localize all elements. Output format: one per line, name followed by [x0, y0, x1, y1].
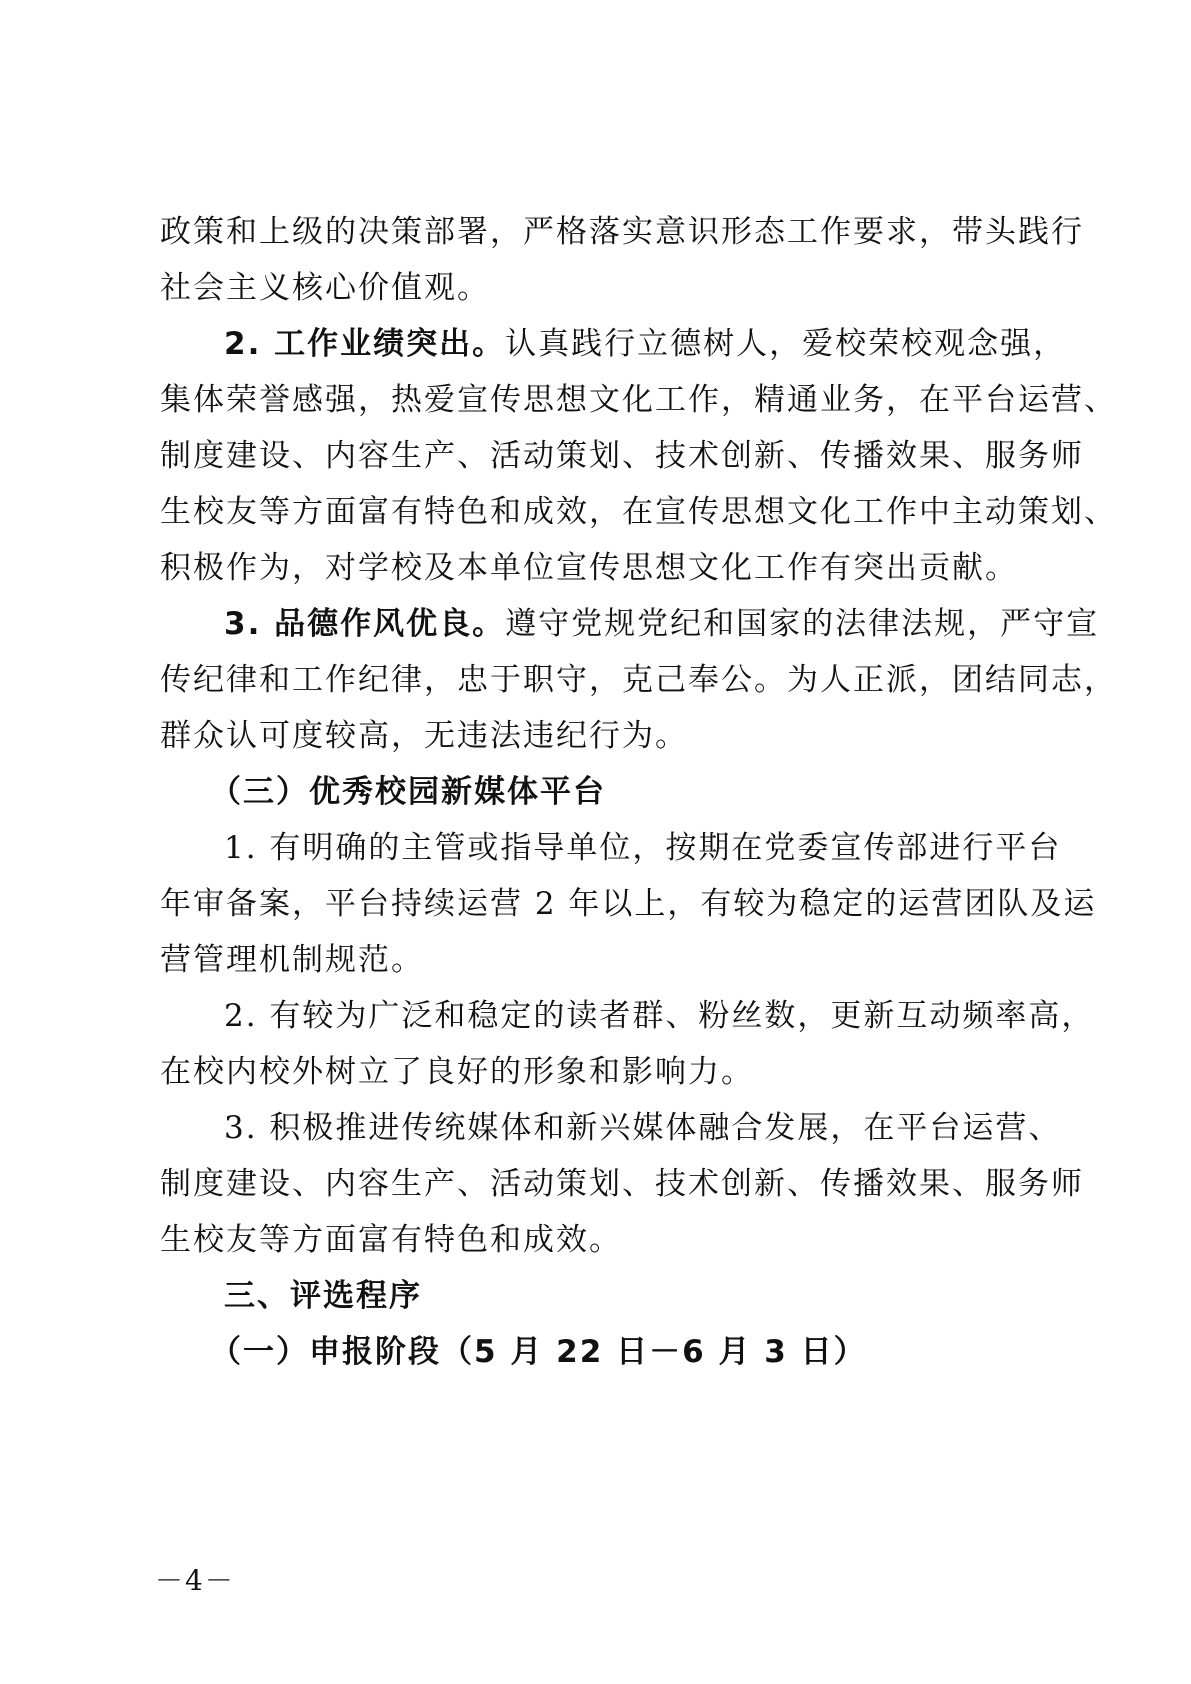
- section-heading-1: （一）申报阶段（5 月 22 日－6 月 3 日）: [210, 1334, 867, 1370]
- section-heading-3: （三）优秀校园新媒体平台: [210, 774, 606, 810]
- paragraph-line: 集体荣誉感强，热爱宣传思想文化工作，精通业务，在平台运营、: [160, 382, 1117, 418]
- criterion-3-lead: 3. 品德作风优良。: [224, 606, 506, 642]
- paragraph-line: 年审备案，平台持续运营 2 年以上，有较为稳定的运营团队及运: [160, 886, 1097, 922]
- paragraph-line: 制度建设、内容生产、活动策划、技术创新、传播效果、服务师: [160, 1166, 1084, 1202]
- paragraph-line: 积极作为，对学校及本单位宣传思想文化工作有突出贡献。: [160, 550, 1018, 586]
- paragraph-line: 传纪律和工作纪律，忠于职守，克己奉公。为人正派，团结同志，: [160, 662, 1117, 698]
- paragraph-line: 在校内校外树立了良好的形象和影响力。: [160, 1054, 754, 1090]
- paragraph-line: 政策和上级的决策部署，严格落实意识形态工作要求，带头践行: [160, 214, 1084, 250]
- paragraph-line: 群众认可度较高，无违法违纪行为。: [160, 718, 688, 754]
- paragraph-line: 生校友等方面富有特色和成效，在宣传思想文化工作中主动策划、: [160, 494, 1117, 530]
- criterion-2-lead: 2. 工作业绩突出。: [224, 326, 506, 362]
- paragraph-line: 社会主义核心价值观。: [160, 270, 490, 306]
- page-number: －4－: [155, 1564, 235, 1597]
- paragraph-line: 1. 有明确的主管或指导单位，按期在党委宣传部进行平台: [224, 830, 1062, 866]
- paragraph-line: 营管理机制规范。: [160, 942, 424, 978]
- paragraph-line: 2. 有较为广泛和稳定的读者群、粉丝数，更新互动频率高，: [224, 998, 1095, 1034]
- criterion-2-line: 2. 工作业绩突出。认真践行立德树人，爱校荣校观念强，: [224, 326, 1067, 362]
- paragraph-line: 制度建设、内容生产、活动策划、技术创新、传播效果、服务师: [160, 438, 1084, 474]
- paragraph-line: 3. 积极推进传统媒体和新兴媒体融合发展，在平台运营、: [224, 1110, 1062, 1146]
- paragraph-line: 生校友等方面富有特色和成效。: [160, 1222, 622, 1258]
- criterion-3-line: 3. 品德作风优良。遵守党规党纪和国家的法律法规，严守宣: [224, 606, 1100, 642]
- chapter-heading: 三、评选程序: [224, 1278, 422, 1314]
